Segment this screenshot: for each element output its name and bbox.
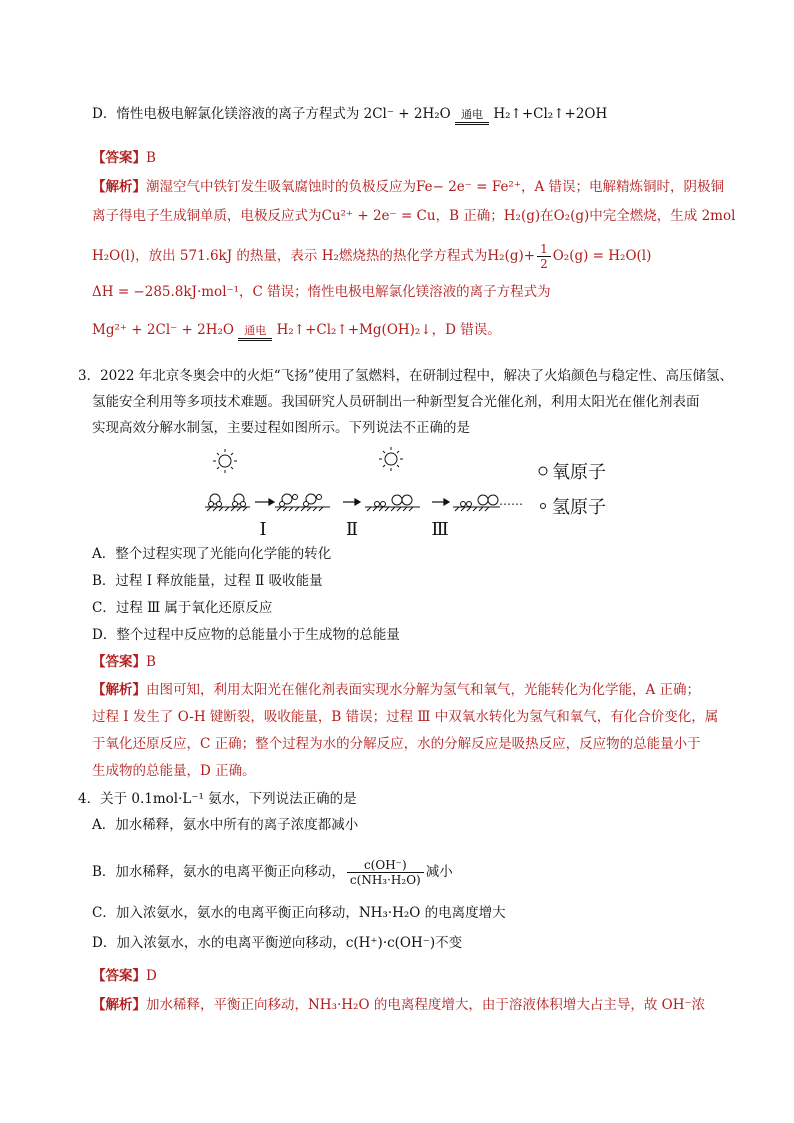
q2-analysis-line-4: ΔH = −285.8kJ·mol⁻¹，C 错误；惰性电极电解氯化镁溶液的离子方程式为 — [92, 284, 551, 300]
answer-value: D — [146, 968, 157, 984]
q2-analysis-line-2: 离子得电子生成铜单质，电极反应式为Cu²⁺ + 2e⁻ = Cu，B 正确；H₂(g)在O₂(g)中完全燃烧，生成 2mol — [92, 208, 736, 224]
analysis-text: 潮湿空气中铁钉发生吸氧腐蚀时的负极反应为Fe− 2e⁻ = Fe²⁺，A 错误；电解精炼铜时，阴极铜 — [146, 179, 725, 195]
q3-analysis-line-2: 过程 Ⅰ 发生了 O-H 键断裂，吸收能量，B 错误；过程 Ⅲ 中双氧水转化为氢气和氧气，有化合价变化，属 — [92, 709, 719, 725]
fraction-numerator: 1 — [537, 242, 551, 257]
q3-stem-line-3: 实现高效分解水制氢，主要过程如图所示。下列说法不正确的是 — [92, 420, 470, 436]
q4-stem: 4．关于 0.1mol·L⁻¹ 氨水，下列说法正确的是 — [78, 791, 357, 807]
stage-3-products — [461, 495, 499, 507]
stage-2-products — [375, 495, 413, 507]
analysis-text: H₂O(l)，放出 571.6kJ 的热量，表示 H₂燃烧热的热化学方程式为H₂(g)+ — [92, 248, 536, 264]
answer-value: B — [146, 150, 156, 166]
continuation-dots: …… — [499, 494, 523, 508]
q2-option-d-eq-right: H₂↑+Cl₂↑+2OH — [493, 106, 608, 122]
stage-label-3: Ⅲ — [431, 519, 449, 540]
analysis-tag: 【解析】 — [92, 997, 146, 1013]
q3-answer — [92, 652, 156, 672]
stage-1-products — [280, 494, 322, 507]
answer-tag: 【答案】 — [92, 654, 146, 670]
analysis-eq-right: H₂↑+Cl₂↑+Mg(OH)₂↓，D 错误。 — [276, 322, 501, 338]
analysis-text: 加水稀释，平衡正向移动，NH₃·H₂O 的电离程度增大，由于溶液体积增大占主导，故 OH⁻浓 — [146, 997, 706, 1013]
q3-analysis-line-3: 于氧化还原反应，C 正确；整个过程为水的分解反应，水的分解反应是吸热反应，反应物的总能量小于 — [92, 736, 701, 752]
q2-analysis-line-5 — [92, 320, 501, 341]
water-molecules — [209, 494, 246, 507]
q4-option-c: C．加入浓氨水，氨水的电离平衡正向移动，NH₃·H₂O 的电离度增大 — [92, 905, 506, 921]
q2-option-d-eq-left: 2Cl⁻ + 2H₂O — [363, 106, 451, 122]
answer-value: B — [146, 654, 156, 670]
q2-analysis-line-3 — [92, 242, 651, 271]
q2-option-d-text: D．惰性电极电解氯化镁溶液的离子方程式为 — [92, 106, 360, 122]
sun-icon — [213, 449, 237, 473]
electrolysis-condition: 通电 — [244, 324, 267, 337]
q4-option-a: A．加水稀释，氨水中所有的离子浓度都减小 — [92, 817, 359, 833]
q3-option-a: A．整个过程实现了光能向化学能的转化 — [92, 546, 332, 562]
q3-option-b: B．过程 Ⅰ 释放能量，过程 Ⅱ 吸收能量 — [92, 573, 323, 589]
catalyst-surface — [205, 507, 500, 511]
q3-option-d: D．整个过程中反应物的总能量小于生成物的总能量 — [92, 627, 400, 643]
q3-analysis-line-4: 生成物的总能量，D 正确。 — [92, 763, 256, 779]
stage-label-1: Ⅰ — [259, 519, 267, 540]
q3-option-c: C．过程 Ⅲ 属于氧化还原反应 — [92, 600, 273, 616]
analysis-text: 由图可知，利用太阳光在催化剂表面实现水分解为氢气和氧气，光能转化为化学能，A 正确； — [146, 682, 701, 698]
oxygen-atom-icon — [539, 467, 547, 475]
q4-option-d: D．加入浓氨水，水的电离平衡逆向移动，c(H⁺)·c(OH⁻)不变 — [92, 935, 463, 951]
q3-stem-line-1: 3．2022 年北京冬奥会中的火炬“飞扬”使用了氢燃料，在研制过程中，解决了火焰颜色与稳定性、高压储氢、 — [78, 368, 734, 384]
legend-oxygen: 氧原子 — [552, 462, 606, 483]
q3-stem-line-2: 氢能安全利用等多项技术难题。我国研究人员研制出一种新型复合光催化剂，利用太阳光在催化剂表面 — [92, 394, 700, 410]
q2-option-d — [92, 104, 607, 125]
fraction-half — [537, 242, 551, 271]
q4-analysis-line-1 — [92, 995, 705, 1015]
water-splitting-diagram — [205, 447, 615, 542]
q2-answer — [92, 148, 156, 168]
legend-hydrogen: 氢原子 — [552, 497, 606, 518]
analysis-tag: 【解析】 — [92, 682, 146, 698]
electrolysis-condition: 通电 — [461, 108, 484, 121]
concentration-ratio — [347, 858, 424, 887]
analysis-tag: 【解析】 — [92, 179, 146, 195]
analysis-eq-left: Mg²⁺ + 2Cl⁻ + 2H₂O — [92, 322, 234, 338]
fraction-denominator: 2 — [540, 257, 548, 271]
sun-icon — [379, 447, 403, 471]
answer-tag: 【答案】 — [92, 150, 146, 166]
analysis-text: O₂(g) = H₂O(l) — [552, 248, 652, 264]
q4-answer — [92, 966, 157, 986]
q4-option-b — [92, 858, 453, 887]
electrolysis-sign — [238, 325, 272, 341]
q3-analysis-line-1 — [92, 680, 700, 700]
option-text: B．加水稀释，氨水的电离平衡正向移动， — [92, 864, 345, 880]
answer-tag: 【答案】 — [92, 968, 146, 984]
stage-label-2: Ⅱ — [345, 519, 359, 540]
electrolysis-sign — [455, 109, 489, 125]
hydrogen-atom-icon — [541, 504, 546, 509]
fraction-numerator: c(OH⁻) — [347, 858, 424, 873]
fraction-denominator: c(NH₃·H₂O) — [349, 873, 421, 887]
q2-analysis-line-1 — [92, 177, 724, 197]
option-text: 减小 — [425, 864, 453, 880]
